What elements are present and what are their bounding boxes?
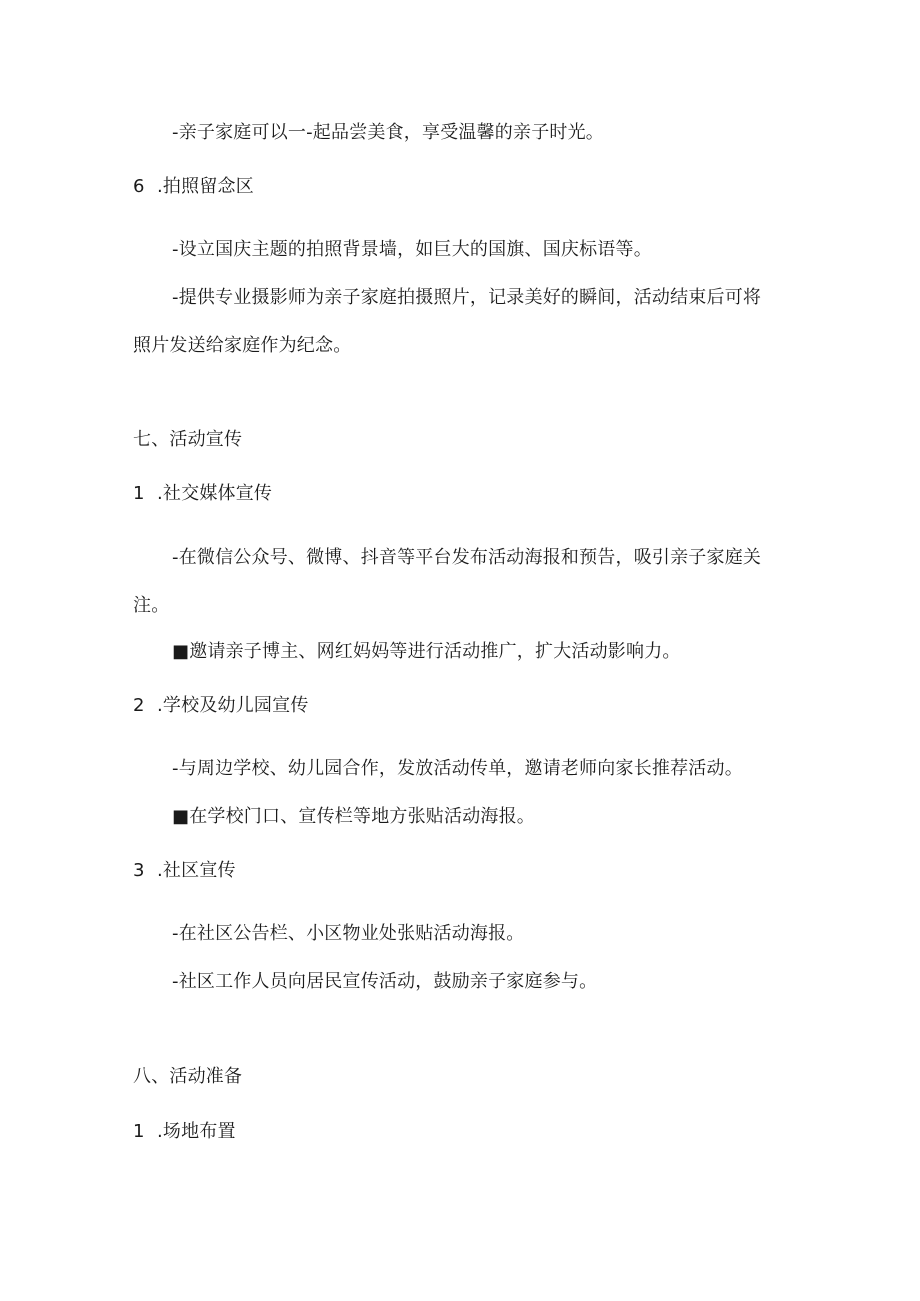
item-title: .社交媒体宣传 — [157, 483, 273, 504]
paragraph-line: -亲子家庭可以一-起品尝美食，享受温馨的亲子时光。 — [172, 122, 604, 143]
item-number: 3 — [133, 860, 145, 881]
numbered-heading — [133, 175, 254, 199]
item-number: 1 — [133, 483, 145, 504]
section-heading: 七、活动宣传 — [133, 429, 243, 450]
paragraph-line: -在微信公众号、微博、抖音等平台发布活动海报和预告，吸引亲子家庭关 — [172, 547, 762, 568]
item-number: 6 — [133, 176, 145, 197]
numbered-heading — [133, 482, 272, 506]
paragraph-line: -设立国庆主题的拍照背景墙，如巨大的国旗、国庆标语等。 — [172, 239, 652, 260]
item-title: .社区宣传 — [157, 860, 236, 881]
section-heading: 八、活动准备 — [133, 1066, 243, 1087]
paragraph-line: -与周边学校、幼儿园合作，发放活动传单，邀请老师向家长推荐活动。 — [172, 758, 743, 779]
paragraph-line: -提供专业摄影师为亲子家庭拍摄照片，记录美好的瞬间，活动结束后可将 — [172, 287, 762, 308]
numbered-heading — [133, 694, 309, 718]
paragraph-line: -在社区公告栏、小区物业处张贴活动海报。 — [172, 923, 525, 944]
paragraph-line: ■在学校门口、宣传栏等地方张贴活动海报。 — [172, 806, 536, 827]
item-number: 1 — [133, 1121, 145, 1142]
paragraph-line: 注。 — [133, 595, 170, 616]
paragraph-line: -社区工作人员向居民宣传活动，鼓励亲子家庭参与。 — [172, 971, 598, 992]
item-title: .学校及幼儿园宣传 — [157, 695, 309, 716]
item-title: .场地布置 — [157, 1121, 236, 1142]
numbered-heading — [133, 1120, 236, 1144]
numbered-heading — [133, 859, 236, 883]
item-title: .拍照留念区 — [157, 176, 254, 197]
paragraph-line: 照片发送给家庭作为纪念。 — [133, 335, 352, 356]
item-number: 2 — [133, 695, 145, 716]
paragraph-line: ■邀请亲子博主、网红妈妈等进行活动推广，扩大活动影响力。 — [172, 641, 681, 662]
